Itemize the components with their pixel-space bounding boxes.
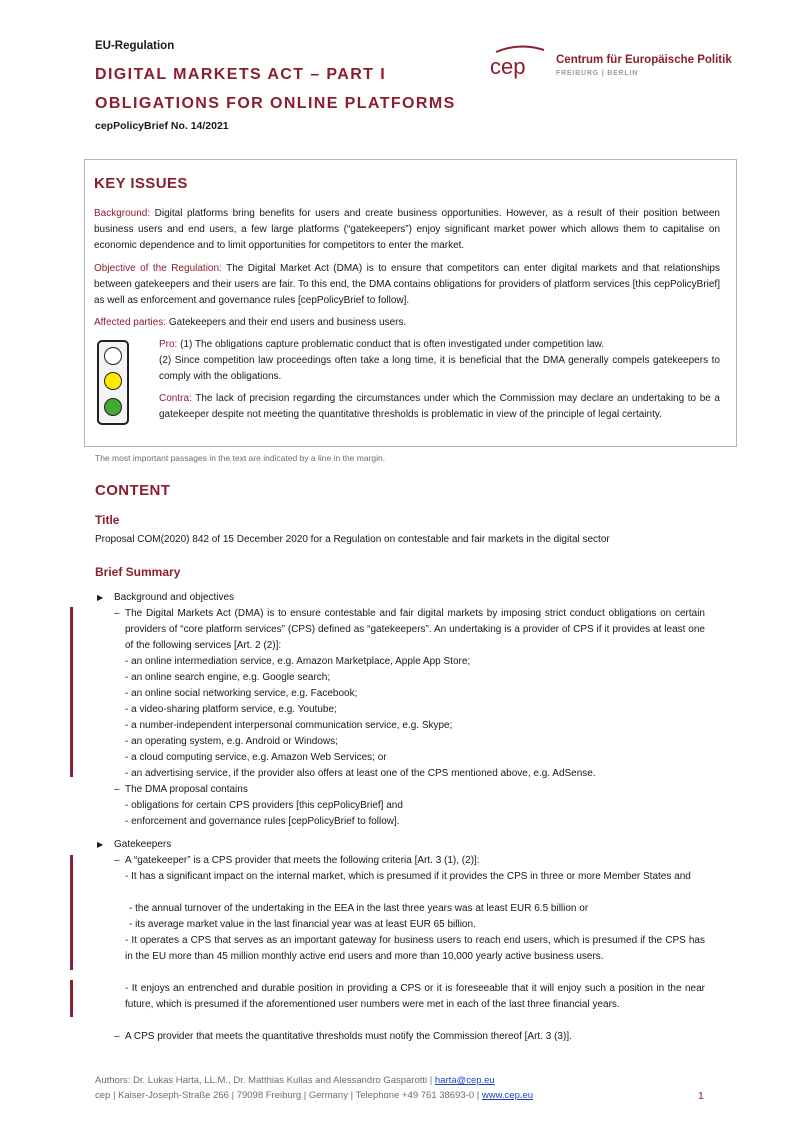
website-link[interactable]: www.cep.eu (481, 1090, 534, 1101)
footer-address (95, 1090, 533, 1101)
summary-heading: Brief Summary (95, 565, 181, 579)
pro-text-2: (2) Since competition law proceedings often take a long time, it is beneficial that the DMA generally compels gatekeepers to comply with the obligations. (159, 355, 720, 382)
traffic-light-icon (97, 340, 129, 425)
logo-subtitle: FREIBURG | BERLIN (556, 70, 639, 77)
margin-line (70, 607, 73, 777)
key-issues-heading: KEY ISSUES (94, 175, 188, 192)
margin-line (70, 980, 73, 1017)
objective-text: The Digital Market Act (DMA) is to ensure that competitors can enter digital markets and that relationships between gatekeepers and their users are fair. To this end, the DMA contains obligations for providers of platform services [this cepPolicyBrief] as well as enforcement and governance rules [cepPolicyBrief to follow]. (94, 263, 720, 306)
gatekeeper-criterion-3: - It enjoys an entrenched and durable position in providing a CPS or it is foreseeable that it will enjoy such a position in the near future, which is presumed if the aforementioned user numbers were met in each of the last three financial years. (125, 983, 705, 1010)
list-item: - a number-independent interpersonal communication service, e.g. Skype; (125, 720, 453, 731)
margin-line-note: The most important passages in the text are indicated by a line in the margin. (95, 453, 386, 463)
dash-marker: – (114, 1031, 120, 1042)
bullet-arrow-icon: ▶ (97, 840, 104, 849)
cep-logo-mark (486, 44, 548, 80)
dash-marker: – (114, 855, 120, 866)
content-heading: CONTENT (95, 482, 171, 499)
gatekeeper-criterion-1: - It has a significant impact on the internal market, which is presumed if it provides the CPS in three or more Member States and (125, 871, 691, 882)
key-issues-box (84, 159, 737, 447)
affected-paragraph (94, 315, 720, 331)
dash-marker: – (114, 608, 120, 619)
pro-text: (1) The obligations capture problematic conduct that is often investigated under competition law. (177, 339, 605, 350)
background-label: Background: (94, 208, 151, 219)
background-text: Digital platforms bring benefits for users and create business opportunities. However, as a result of their position between business users and end users, a few large platforms (“gatekeepers”) enjoy significant market power which allows them to capitalise on economic dependence and to limit opportunities for competitors to enter the market. (94, 208, 720, 251)
title-heading: Title (95, 513, 120, 527)
list-item: - an operating system, e.g. Android or Windows; (125, 736, 338, 747)
page-number: 1 (698, 1090, 704, 1102)
author-email-link[interactable]: harta@cep.eu (434, 1075, 495, 1086)
pro-label: Pro: (159, 339, 178, 350)
traffic-light-yellow-lamp (104, 372, 122, 390)
section-bullet-background: Background and objectives (114, 592, 235, 603)
title-text: Proposal COM(2020) 842 of 15 December 2020 for a Regulation on contestable and fair markets in the digital sector (95, 534, 610, 545)
margin-line (70, 855, 73, 970)
affected-text: Gatekeepers and their end users and business users. (166, 317, 407, 328)
list-item: - the annual turnover of the undertaking in the EEA in the last three years was at least EUR 6.5 billion or (129, 903, 589, 914)
dma-contains-line: The DMA proposal contains (125, 784, 248, 795)
logo-text: cep (490, 54, 526, 79)
list-item: - a video-sharing platform service, e.g. Youtube; (125, 704, 337, 715)
list-item: - an online social networking service, e.g. Facebook; (125, 688, 358, 699)
list-item: - an advertising service, if the provider also offers at least one of the CPS mentioned above, e.g. AdSense. (125, 768, 596, 779)
section-bullet-gatekeepers: Gatekeepers (114, 839, 172, 850)
pro-paragraph (159, 337, 720, 385)
list-item: - its average market value in the last financial year was at least EUR 65 billion. (129, 919, 476, 930)
objective-label: Objective of the Regulation: (94, 263, 222, 274)
footer-authors (95, 1075, 495, 1086)
gatekeeper-criterion-2: - It operates a CPS that serves as an important gateway for business users to reach end users, which is presumed if the CPS has in the EU more than 45 million monthly active end users and more than 10,000 yearly active business users. (125, 935, 705, 962)
list-item: - an online search engine, e.g. Google search; (125, 672, 331, 683)
notification-line: A CPS provider that meets the quantitative thresholds must notify the Commission thereof [Art. 3 (3)]. (125, 1031, 572, 1042)
objective-paragraph (94, 261, 720, 309)
contra-text: The lack of precision regarding the circumstances under which the Commission may declare an undertaking to be a gatekeeper despite not meeting the quantitative thresholds is problematic in view of the principle of legal certainty. (159, 393, 720, 420)
logo-name: Centrum für Europäische Politik (556, 54, 732, 66)
cep-logo (486, 44, 746, 84)
background-paragraph (94, 206, 720, 254)
series-label: EU-Regulation (95, 40, 175, 52)
page-title-line-1: DIGITAL MARKETS ACT – PART I (95, 66, 387, 83)
list-item: - an online intermediation service, e.g. Amazon Marketplace, Apple App Store; (125, 656, 471, 667)
affected-label: Affected parties: (94, 317, 167, 328)
dma-intro-paragraph: The Digital Markets Act (DMA) is to ensure contestable and fair digital markets by imposing strict conduct obligations on certain providers of “core platform services” (CPS) defined as “gatekeepers”. An undertaking is a provider of CPS if it provides at least one of the following services [Art. 2 (2)]: (125, 608, 705, 651)
brief-number: cepPolicyBrief No. 14/2021 (95, 120, 229, 132)
list-item: - enforcement and governance rules [cepPolicyBrief to follow]. (125, 816, 400, 827)
contra-paragraph (159, 391, 720, 423)
address-text: cep | Kaiser-Joseph-Straße 266 | 79098 Freiburg | Germany | Telephone +49 761 38693-0 | (95, 1090, 482, 1101)
list-item: - obligations for certain CPS providers [this cepPolicyBrief] and (125, 800, 403, 811)
dash-marker: – (114, 784, 120, 795)
gatekeeper-definition: A “gatekeeper” is a CPS provider that meets the following criteria [Art. 3 (1), (2)]: (125, 855, 480, 866)
traffic-light-green-lamp (104, 398, 122, 416)
authors-text: Authors: Dr. Lukas Harta, LL.M., Dr. Matthias Kullas and Alessandro Gasparotti | (95, 1075, 435, 1086)
list-item: - a cloud computing service, e.g. Amazon Web Services; or (125, 752, 387, 763)
contra-label: Contra: (159, 393, 192, 404)
bullet-arrow-icon: ▶ (97, 593, 104, 602)
traffic-light-top-lamp (104, 347, 122, 365)
page-title-line-2: OBLIGATIONS FOR ONLINE PLATFORMS (95, 95, 456, 112)
